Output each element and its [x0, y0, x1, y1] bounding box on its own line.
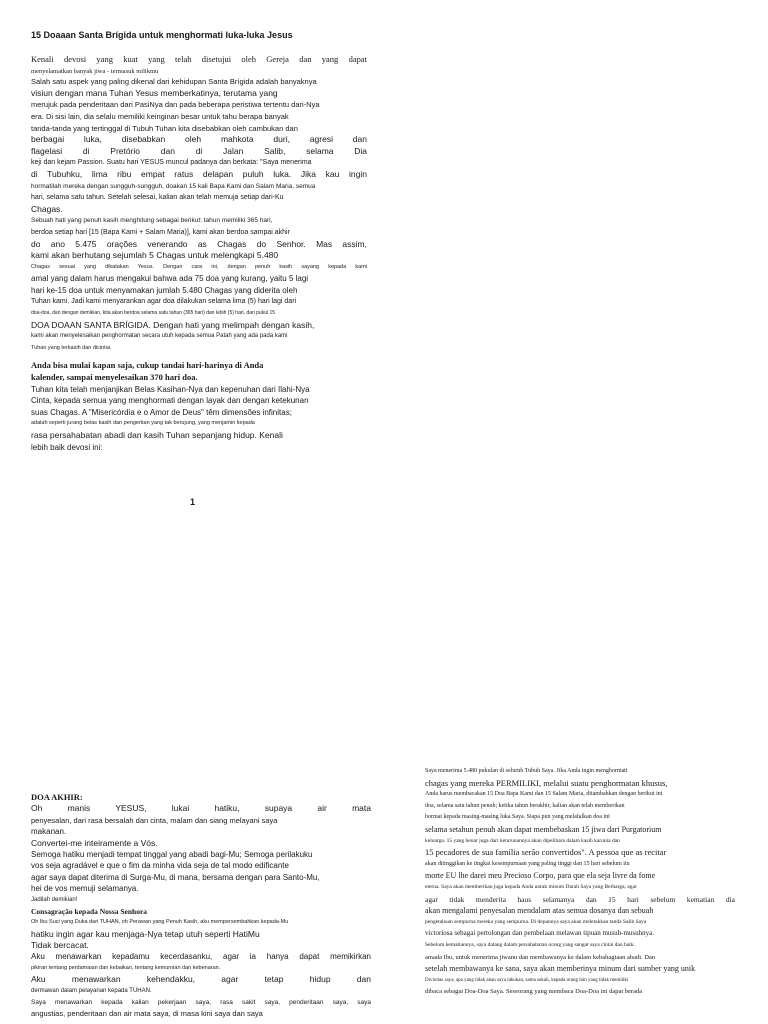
intro-line: di Tubuhku, lima ribu empat ratus delapan puluh luka. Jika kau ingin	[31, 168, 367, 179]
promise-line: morte EU lhe darei meu Precioso Corpo, para que ela seja livre da fome	[425, 871, 656, 881]
promise-line: pengetahuan sempurna mereka yang sempurna. Di depannya saya akan meletakkan tanda Salib Saya	[425, 918, 647, 925]
intro-line: amal yang dalam harus mengakui bahwa ada 75 doa yang kurang, yaitu 5 lagi	[31, 274, 309, 284]
intro-line: Salah satu aspek yang paling dikenal dari kehidupan Santa Brígida adalah banyaknya	[31, 77, 317, 87]
intro-line: DOA DOAAN SANTA BRÍGIDA. Dengan hati yang melimpah dengan kasih,	[31, 319, 315, 330]
promise-line: akan mengalami penyesalan mendalam atas semua dosanya dan sebuah	[425, 906, 654, 916]
intro-line: adalah seperti jurang belas kasih dan pengertian yang tak berujung, yang menjamin kepada	[31, 420, 255, 427]
promise-line: Saya menerima 5.480 pukulan di seluruh Tubuh Saya. Jika Anda ingin menghormati	[425, 768, 628, 774]
page-title: 15 Doaaan Santa Brígida untuk menghormati luka-luka Jesus	[31, 30, 293, 40]
promise-line: agar tidak menderita haus selamanya dan 15 hari sebelum kematian dia	[425, 894, 735, 904]
promise-line: victoriosa sebagai pertolongan dan pembelaan melawan tipuan musuh-musuhnya.	[425, 929, 654, 938]
final-prayer-line: Oh manis YESUS, lukai hatiku, supaya air mata	[31, 803, 371, 814]
intro-line: Chagas sesuai yang dikatakan Yesus. Dengan cara ini, dengan penuh kasih sayang kepada kami	[31, 263, 367, 270]
intro-line: Chagas.	[31, 203, 63, 214]
intro-line: era. Di sisi lain, dia selalu memiliki keinginan besar untuk tahu berapa banyak	[31, 111, 289, 121]
intro-line: kalender, sampai menyelesaikan 370 hari doa.	[31, 372, 198, 383]
final-prayer-line: penyesalan, dari rasa bersalah dan cinta, malam dan siang melayani saya	[31, 815, 278, 825]
promise-line: chagas yang mereka PERMILIKI, melalui suatu penghormatan khusus,	[425, 777, 668, 788]
final-prayer-line: vos seja agradável e que o fim da minha vida seja de tal modo edificante	[31, 861, 289, 871]
intro-line: hari ke-15 doa untuk menyamakan jumlah 5.480 Chagas yang diderita oleh	[31, 285, 298, 295]
intro-line: Sebuah hati yang penuh kasih menghitung sebagai berikut: tahun memiliki 365 hari,	[31, 217, 273, 225]
intro-line: kami akan berhutang sejumlah 5 Chagas untuk melengkapi 5.480	[31, 250, 279, 261]
intro-line: hormatilah mereka dengan sungguh-sungguh, doakan 15 kali Bapa Kami dan Salam Maria, semua	[31, 182, 316, 190]
intro-line: Tuhan yang terkasih dan dicintai.	[31, 344, 112, 351]
promises-section	[425, 766, 735, 998]
final-prayer-line: agar saya dapat diterima di Surga-Mu, di mana, bersama dengan para Santo-Mu,	[31, 872, 320, 882]
intro-line: Tuhan kita telah menjanjikan Belas Kasihan-Nya dan kepenuhan dari Ilahi-Nya	[31, 384, 310, 394]
intro-line: merujuk pada penderitaan dari PasiNya dan pada beberapa peristiwa tertentu dari-Nya	[31, 100, 320, 110]
intro-line: Kenali devosi yang kuat yang telah disetujui oleh Gereja dan yang dapat	[31, 54, 367, 64]
promise-line: doa, selama satu tahun penuh; ketika tahun berakhir, kalian akan telah memberikan	[425, 802, 625, 809]
promise-line: selama setahun penuh akan dapat membebaskan 15 jiwa dari Purgatorium	[425, 824, 662, 834]
promise-line: 15 pecadores de sua família serão convertidos". A pessoa que as recitar	[425, 847, 667, 858]
page-number: 1	[190, 497, 196, 507]
final-prayer-line: DOA AKHIR:	[31, 792, 83, 802]
intro-line: hari, selama satu tahun. Setelah selesai, kalian akan telah memuja setiap dari-Ku	[31, 194, 284, 202]
intro-line: Cinta, kepada semua yang menghormati dengan layak dan dengan ketekunan	[31, 396, 309, 406]
final-prayer-line: makanan.	[31, 827, 67, 837]
intro-line: tanda-tanda yang tertinggal di Tubuh Tuhan kita disebabkan oleh cambukan dan	[31, 123, 298, 133]
promise-line: dibaca sebagai Doa-Doa Saya. Seseorang yang membaca Doa-Doa ini dapat berada	[425, 988, 643, 996]
promise-line: eterna. Saya akan memberikan juga kepada Anda untuk minum Darah Saya yang Berharga, agar	[425, 883, 637, 890]
promise-line: akan ditinggikan ke tingkat kesempurnaan yang paling tinggi dan 15 hari sebelum itu	[425, 860, 630, 867]
final-prayer-line: Jadilah demikian!	[31, 896, 78, 903]
promise-line: amada Ibu, untuk menerima jiwanu dan membawanya ke dalam kebahagiaan abadi. Dan	[425, 953, 656, 961]
promise-line: hormat kepada masing-masing luka Saya. Siapa pun yang melafalkan doa ini	[425, 814, 610, 821]
intro-line: doa-doa, dan dengan demikian, kita akan berdoa selama satu tahun (365 hari) dan lebih (5) hari, dari pukul 15	[31, 310, 276, 317]
intro-line: flagelasi di Pretório dan di Jalan Salib, selama Dia	[31, 145, 367, 156]
intro-line: berbagai luka, disebabkan oleh mahkota duri, agresi dan	[31, 134, 367, 145]
intro-line: berdoa setiap hari [15 (Bapa Kami + Salam Maria)], kami akan berdoa sampai akhir	[31, 228, 290, 236]
intro-line: kami akan menyelesaikan penghormatan secara utuh kepada semua Patah yang ada pada kami	[31, 333, 288, 340]
intro-line: Tuhan kami. Jadi kami menyarankan agar doa dilakukan selama lima (5) hari lagi dari	[31, 298, 297, 306]
final-prayer-line: hei de vos memuji selamanya.	[31, 884, 139, 894]
promise-line: setelah membawanya ke sana, saya akan memberinya minum dari sumber yang unik	[425, 964, 696, 974]
final-prayer-line: Aku menawarkan kepadamu kecerdasanku, agar ia hanya dapat memikirkan	[31, 952, 371, 962]
final-prayer-line: Oh Ibu Suci yang Duka dari TUHAN, oh Perawan yang Penuh Kasih, aku mempersembahkan kepada-Mu	[31, 919, 289, 926]
promise-line: Divinitas saya, apa yang tidak akan saya lakukan, sama sekali, kepada orang lain yang tidak memiliki	[425, 977, 629, 983]
intro-line: visiun dengan mana Tuhan Yesus memberkatinya, terutama yang	[31, 87, 278, 98]
intro-line: keji dan kejam Passion. Suatu hari YESUS muncul padanya dan berkata: "Saya menerima	[31, 159, 312, 167]
intro-line: Anda bisa mulai kapan saja, cukup tandai hari-harinya di Anda	[31, 360, 264, 371]
intro-section	[31, 54, 367, 453]
final-prayer-line: Saya menawarkan kepada kalian pekerjaan saya, rasa sakit saya, penderitaan saya, saya	[31, 999, 371, 1007]
final-prayer-line: Tidak bercacat.	[31, 940, 89, 951]
final-prayer-line: Aku menawarkan kehendakku, agar tetap hidup dan	[31, 974, 371, 985]
final-prayer-line: Consagração kepada Nossa Senhora	[31, 906, 148, 916]
intro-line: suas Chagas. A "Misericórdia e o Amor de Deus" têm dimensões infinitas;	[31, 407, 292, 417]
intro-line: do ano 5.475 orações venerando as Chagas do Senhor. Mas assim,	[31, 238, 367, 249]
intro-line: rasa persahabatan abadi dan kasih Tuhan sepanjang hidup. Kenali	[31, 430, 283, 440]
final-prayer-line: dermawan dalam pelayanan kepada TUHAN.	[31, 987, 152, 994]
final-prayer-line: Convertei-me inteiramente a Vós.	[31, 837, 158, 848]
final-prayer-section	[31, 792, 371, 1020]
final-prayer-line: angustias, penderitaan dan air mata saya, di masa kini saya dan saya	[31, 1009, 263, 1019]
final-prayer-line: pikiran tentang perdamaian dan kebaikan, tentang kemurnian dan kebenaran.	[31, 964, 221, 971]
final-prayer-line: Semoga hatiku menjadi tempat tinggal yang abadi bagi-Mu; Semoga perilakuku	[31, 849, 313, 859]
promise-line: Sebelum kematiannya, saya datang dalam persahabatan orang yang sangat saya cintai dan baik.	[425, 941, 635, 948]
intro-line: lebih baik devosi ini:	[31, 442, 103, 452]
final-prayer-line: hatiku ingin agar kau menjaga-Nya tetap utuh seperti HatiMu	[31, 928, 260, 939]
intro-line: menyelamatkan banyak jiwa - termasuk milikmu	[31, 67, 159, 75]
promise-line: keluarga. 15 yang benar juga dari keturunannya akan dipelihara dalam kasih karunia dan	[425, 837, 620, 844]
promise-line: Anda harus membacakan 15 Doa Bapa Kami dan 15 Salam Maria, ditambahkan dengan berikut ini	[425, 791, 663, 798]
